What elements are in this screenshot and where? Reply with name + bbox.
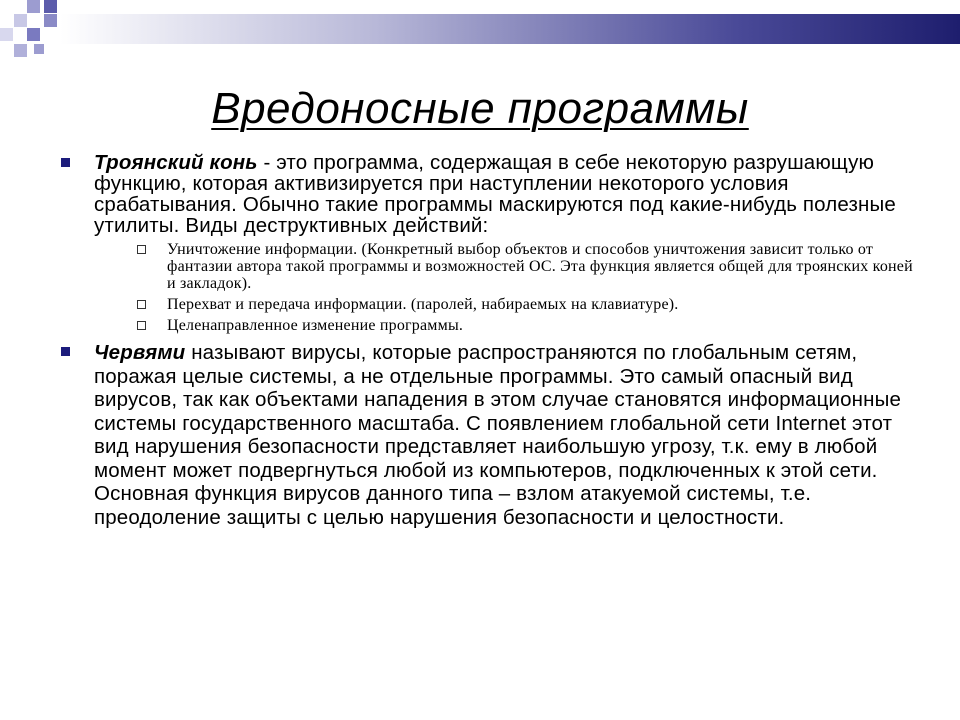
worms-paragraph: [94, 341, 920, 529]
square-bullet-icon: [61, 158, 70, 167]
trojan-paragraph: [94, 152, 920, 236]
square-bullet-icon: [61, 347, 70, 356]
hollow-square-bullet-icon: [137, 300, 146, 309]
subitem: [137, 317, 920, 334]
subitem-text: Уничтожение информации. (Конкретный выбор объектов и способов уничтожения зависит только от фантазии автора такой программы и возможностей ОС. Эта функция является общей для троянских коней и закладок).: [167, 241, 913, 292]
slide-title: Вредоносные программы: [211, 84, 749, 133]
header-gradient-band: [60, 14, 960, 44]
subitem: [137, 296, 920, 313]
trojan-term: Троянский конь: [94, 151, 258, 174]
decorative-squares: [0, 0, 57, 57]
hollow-square-bullet-icon: [137, 245, 146, 254]
header-decoration: [0, 0, 960, 60]
subitem-text: Целенаправленное изменение программы.: [167, 317, 464, 334]
trojan-text: - это программа, содержащая в себе некоторую разрушающую функцию, которая активизируется при наступлении некоторого условия срабатывания. Обычно такие программы маскируются под какие-нибудь полезные утилиты. Виды деструктивных действий:: [94, 151, 896, 237]
bullet-worms: [60, 341, 920, 529]
subitem-text: Перехват и передача информации. (паролей, набираемых на клавиатуре).: [167, 296, 679, 313]
bullet-trojan: [60, 152, 920, 334]
worms-term: Червями: [94, 341, 186, 364]
hollow-square-bullet-icon: [137, 321, 146, 330]
trojan-subitems: [137, 241, 920, 334]
worms-text: называют вирусы, которые распространяются по глобальным сетям, поражая целые системы, а не отдельные программы. Это самый опасный вид вирусов, так как объектами нападения в этом случае становятся информационные системы государственного масштаба. С появлением глобальной сети Internet этот вид нарушения безопасности представляет наибольшую угрозу, т.к. ему в любой момент может подвергнуться любой из компьютеров, подключенных к этой сети. Основная функция вирусов данного типа – взлом атакуемой системы, т.е. преодоление защиты с целью нарушения безопасности и целостности.: [94, 341, 902, 529]
subitem: [137, 241, 920, 292]
slide-content: [60, 152, 920, 529]
